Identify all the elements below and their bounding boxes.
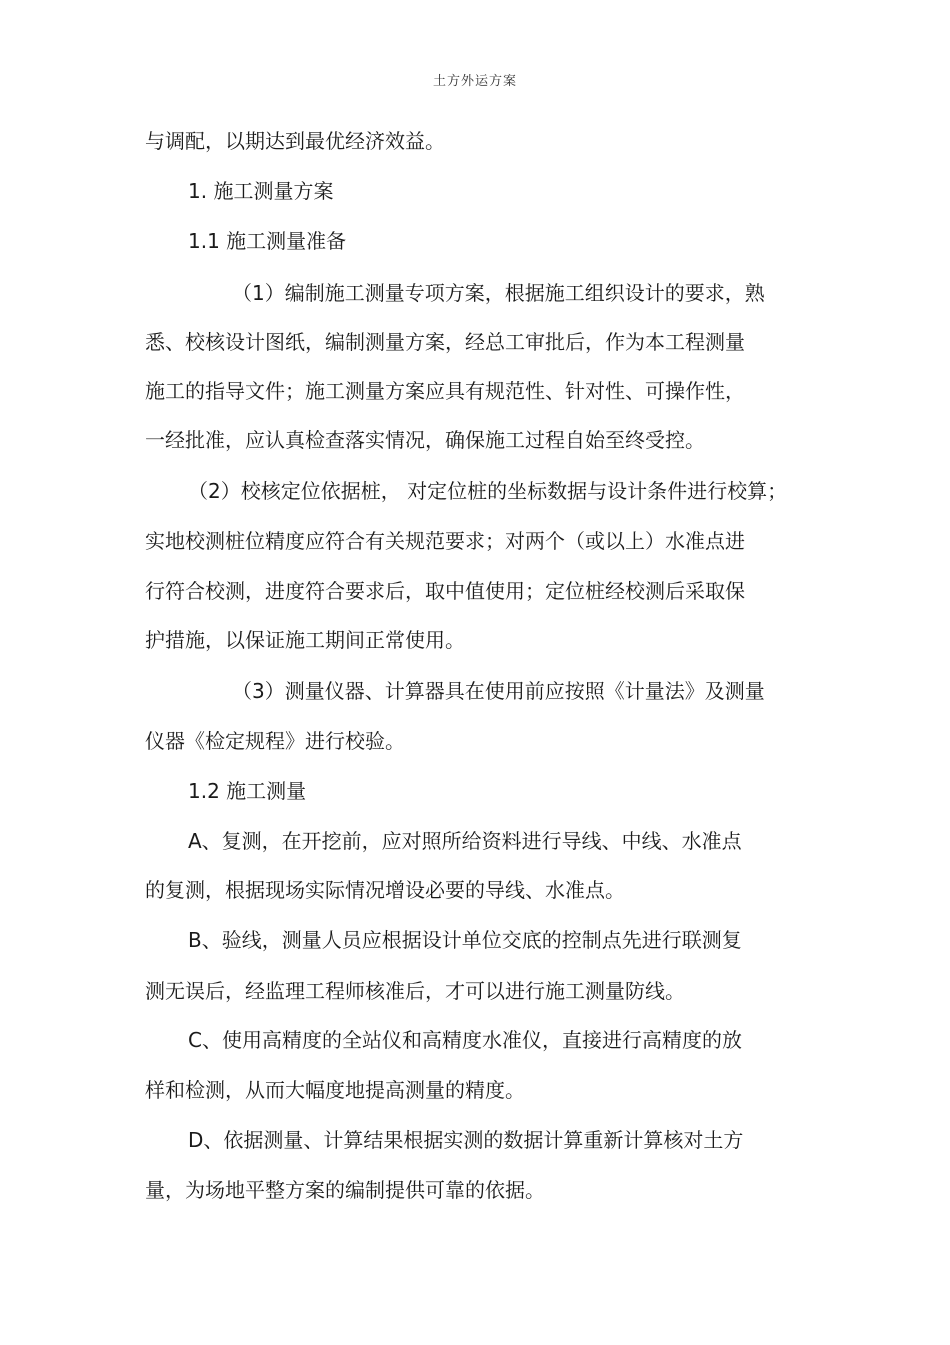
text-line: 量，为场地平整方案的编制提供可靠的依据。 (145, 1178, 545, 1202)
text-line: 行符合校测，进度符合要求后，取中值使用；定位桩经校测后采取保 (145, 579, 745, 603)
text-line: D、依据测量、计算结果根据实测的数据计算重新计算核对土方 (188, 1128, 744, 1152)
text-line: B、验线，测量人员应根据设计单位交底的控制点先进行联测复 (188, 928, 742, 952)
text-line: （2）校核定位依据桩， 对定位桩的坐标数据与设计条件进行校算； (188, 479, 788, 503)
subsection-heading: 1.2 施工测量 (188, 779, 307, 803)
text-line: 施工的指导文件；施工测量方案应具有规范性、针对性、可操作性， (145, 379, 745, 403)
text-line: 的复测，根据现场实际情况增设必要的导线、水准点。 (145, 878, 625, 902)
text-line: 测无误后，经监理工程师核准后，才可以进行施工测量防线。 (145, 979, 685, 1003)
text-line: 实地校测桩位精度应符合有关规范要求；对两个（或以上）水准点进 (145, 529, 745, 553)
text-line: 悉、校核设计图纸，编制测量方案，经总工审批后，作为本工程测量 (145, 330, 745, 354)
text-line: 与调配，以期达到最优经济效益。 (145, 129, 445, 153)
text-line: 样和检测，从而大幅度地提高测量的精度。 (145, 1078, 525, 1102)
text-line: 一经批准，应认真检查落实情况，确保施工过程自始至终受控。 (145, 428, 705, 452)
text-line: （1）编制施工测量专项方案，根据施工组织设计的要求，熟 (232, 281, 765, 305)
subsection-heading: 1.1 施工测量准备 (188, 229, 347, 253)
text-line: 护措施，以保证施工期间正常使用。 (145, 628, 465, 652)
text-line: 仪器《检定规程》进行校验。 (145, 729, 405, 753)
text-line: A、复测，在开挖前，应对照所给资料进行导线、中线、水准点 (188, 829, 742, 853)
page-header: 土方外运方案 (432, 74, 517, 89)
section-heading: 1. 施工测量方案 (188, 179, 334, 203)
text-line: C、使用高精度的全站仪和高精度水准仪，直接进行高精度的放 (188, 1028, 742, 1052)
text-line: （3）测量仪器、计算器具在使用前应按照《计量法》及测量 (232, 679, 765, 703)
